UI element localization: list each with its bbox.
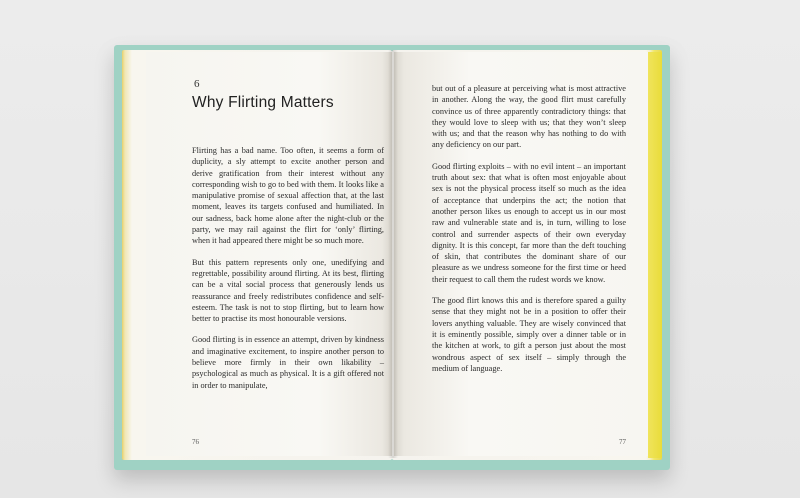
chapter-number: 6 bbox=[194, 78, 200, 90]
chapter-title: Why Flirting Matters bbox=[192, 94, 334, 111]
paragraph: Good flirting is in essence an attempt, driven by kindness and imaginative excitement, to inspire another person to believe more firmly in their own likability – psychological as much as physical. It is a gift offered not in order to manipulate, bbox=[192, 335, 384, 390]
paragraph: But this pattern represents only one, unedifying and regrettable, possibility around flirting. At its best, flirting can be a vital social process that generously lends us reassurance and freely redistributes confidence and self-esteem. The task is not to stop flirting, but to learn how better to practise its most honourable versions. bbox=[192, 257, 384, 324]
paragraph: but out of a pleasure at perceiving what is most attractive in another. Along the way, the good flirt must carefully convince us of three apparently contradictory things: that they would love to sleep with us; that they won’t sleep with us; and that the reason why has nothing to do with any deficiency on our part. bbox=[432, 84, 626, 150]
left-page bbox=[146, 52, 392, 456]
page-number: 76 bbox=[192, 438, 199, 446]
page-number: 77 bbox=[619, 438, 626, 446]
paragraph: Good flirting exploits – with no evil intent – an important truth about sex: that what is often most enjoyable about sex is not the physical process itself so much as the idea of acceptance that underpins the act; the notion that another person likes us enough to accept us in our most raw and vulnerable state and is, in turn, willing to lose control and surrender aspects of their own everyday dignity. It is this concept, far more than the deft touching of skin, that contributes the dominant share of our pleasure as we undress someone for the first time or heed their request to call them the rudest words we know. bbox=[432, 161, 626, 284]
right-page-body bbox=[432, 83, 626, 384]
left-page-body bbox=[192, 145, 384, 401]
paragraph: The good flirt knows this and is therefore spared a guilty sense that they might not be in a position to offer their lovers anything valuable. They are wisely convinced that it is eminently possible, simply over a dinner table or in the kitchen at work, to gift a person just about the most wondrous aspect of sex itself – simply through the medium of language. bbox=[432, 296, 626, 373]
paragraph: Flirting has a bad name. Too often, it seems a form of duplicity, a sly attempt to excite another person and derive gratification from their interest without any corresponding wish to go to bed with them. It looks like a manipulative promise of sexual affection that, at the last moment, leaves its targets confused and humiliated. In our sadness, back home alone after the night-club or the party, we may rail against the flirt for ‘only’ flirting, when it had appeared there might be so much more. bbox=[192, 146, 384, 246]
book-gutter bbox=[388, 50, 398, 458]
right-page bbox=[394, 52, 648, 456]
page-edge-yellow bbox=[648, 52, 662, 458]
